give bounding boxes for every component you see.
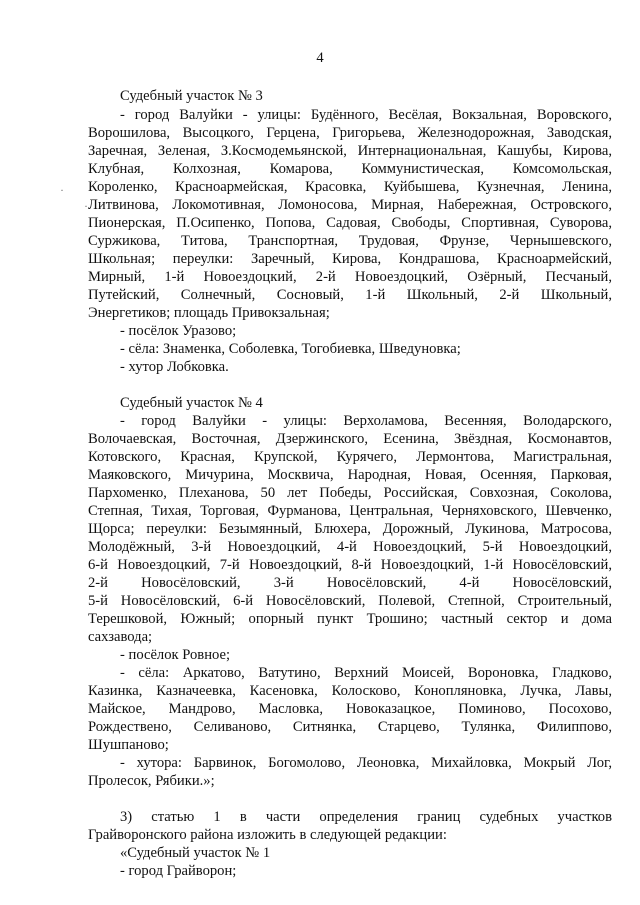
text-line: Клубная, Колхозная, Комарова, Коммунистическая, Комсомольская,	[88, 161, 612, 177]
text-line: Мирный, 1-й Новоездоцкий, 2-й Новоездоцкий, Озёрный, Песчаный,	[88, 269, 612, 285]
section-heading: Судебный участок № 3	[120, 88, 263, 104]
text-line: 3) статью 1 в части определения границ судебных участков	[120, 809, 612, 825]
text-line: - город Валуйки - улицы: Будённого, Весёлая, Вокзальная, Воровского,	[120, 107, 612, 123]
text-line: Степная, Тихая, Торговая, Фурманова, Центральная, Черняховского, Шевченко,	[88, 503, 612, 519]
text-line: Маяковского, Мичурина, Москвича, Народная, Новая, Осенняя, Парковая,	[88, 467, 612, 483]
text-line: - хутор Лобковка.	[120, 359, 229, 375]
text-line: Котовского, Красная, Крупской, Курячего, Лермонтова, Магистральная,	[88, 449, 612, 465]
text-line: Терешковой, Южный; опорный пункт Трошино; частный сектор и дома	[88, 611, 612, 627]
text-line: Путейский, Солнечный, Сосновый, 1-й Школьный, 2-й Школьный,	[88, 287, 612, 303]
text-line: 5-й Новосёловский, 6-й Новосёловский, Полевой, Степной, Строительный,	[88, 593, 612, 609]
text-line: Суржикова, Титова, Транспортная, Трудовая, Фрунзе, Чернышевского,	[88, 233, 612, 249]
text-line: «Судебный участок № 1	[120, 845, 271, 861]
text-line: Шушпаново;	[88, 737, 169, 753]
text-line: - сёла: Знаменка, Соболевка, Тогобиевка, Шведуновка;	[120, 341, 461, 357]
text-line: 6-й Новоездоцкий, 7-й Новоездоцкий, 8-й Новоездоцкий, 1-й Новосёловский,	[88, 557, 612, 573]
text-line: Казинка, Казначеевка, Касеновка, Колосково, Конопляновка, Лучка, Лавы,	[88, 683, 612, 699]
text-line: Энергетиков; площадь Привокзальная;	[88, 305, 330, 321]
text-line: - посёлок Ровное;	[120, 647, 231, 663]
text-line: - сёла: Аркатово, Ватутино, Верхний Моисей, Вороновка, Гладково,	[120, 665, 612, 681]
text-line: Грайворонского района изложить в следующей редакции:	[88, 827, 447, 843]
text-line: Рождествено, Селиваново, Ситнянка, Старцево, Тулянка, Филиппово,	[88, 719, 612, 735]
text-line: - город Грайворон;	[120, 863, 237, 879]
text-line: Ворошилова, Высоцкого, Герцена, Григорьева, Железнодорожная, Заводская,	[88, 125, 612, 141]
text-line: Щорса; переулки: Безымянный, Блюхера, Дорожный, Лукинова, Матросова,	[88, 521, 612, 537]
text-line: Литвинова, Локомотивная, Ломоносова, Мирная, Набережная, Островского,	[88, 197, 612, 213]
text-line: Школьная; переулки: Заречный, Кирова, Кондрашова, Красноармейский,	[88, 251, 612, 267]
text-line: Майское, Мандрово, Масловка, Новоказацкое, Поминово, Посохово,	[88, 701, 612, 717]
section-heading: Судебный участок № 4	[120, 395, 263, 411]
text-line: Пролесок, Рябики.»;	[88, 773, 215, 789]
scan-mark: ·	[60, 183, 64, 197]
text-line: - город Валуйки - улицы: Верхоламова, Весенняя, Володарского,	[120, 413, 612, 429]
text-line: Волочаевская, Восточная, Дзержинского, Есенина, Звёздная, Космонавтов,	[88, 431, 612, 447]
text-line: Пархоменко, Плеханова, 50 лет Победы, Российская, Совхозная, Соколова,	[88, 485, 612, 501]
text-line: Короленко, Красноармейская, Красовка, Куйбышева, Кузнечная, Ленина,	[88, 179, 612, 195]
text-line: Молодёжный, 3-й Новоездоцкий, 4-й Новоездоцкий, 5-й Новоездоцкий,	[88, 539, 612, 555]
text-line: Заречная, Зеленая, З.Космодемьянской, Интернациональная, Кашубы, Кирова,	[88, 143, 612, 159]
text-line: Пионерская, П.Осипенко, Попова, Садовая, Свободы, Спортивная, Суворова,	[88, 215, 612, 231]
scan-mark: ·	[84, 199, 88, 213]
text-line: - хутора: Барвинок, Богомолово, Леоновка, Михайловка, Мокрый Лог,	[120, 755, 612, 771]
text-line: сахзавода;	[88, 629, 153, 645]
text-line: - посёлок Уразово;	[120, 323, 237, 339]
page-number: 4	[316, 50, 324, 66]
text-line: 2-й Новосёловский, 3-й Новосёловский, 4-й Новосёловский,	[88, 575, 612, 591]
